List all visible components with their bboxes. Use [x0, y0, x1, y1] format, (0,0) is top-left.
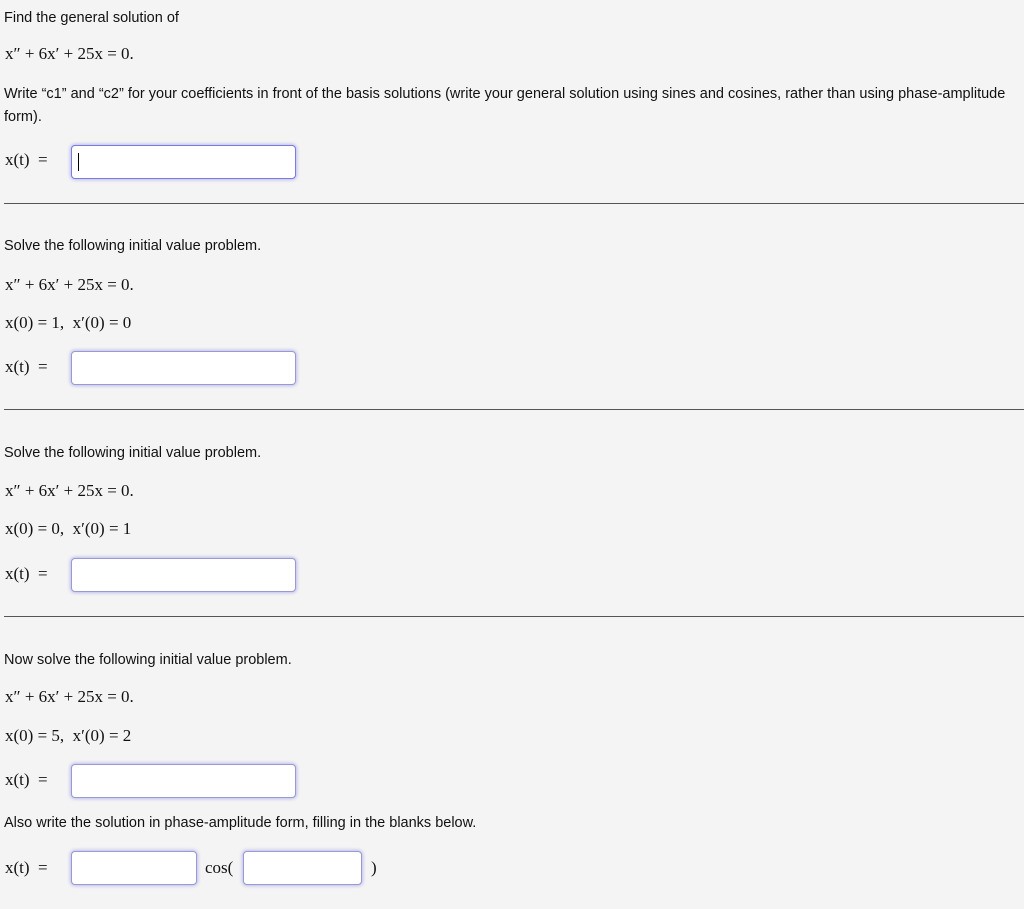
problem1-answer-label: x(t) = [5, 150, 48, 169]
problem2-answer-input[interactable] [71, 351, 296, 385]
problem1-instructions: Write “c1” and “c2” for your coefficients in front of the basis solutions (write your general solution using sines and cosines, rather than using phase-amplitude form). [4, 86, 1006, 125]
problem1-equation: x″ + 6x′ + 25x = 0. [5, 44, 134, 63]
problem4-answer-input[interactable] [71, 764, 296, 798]
problem4-initial-conditions: x(0) = 5, x′(0) = 2 [5, 726, 132, 745]
problem1-answer-input[interactable] [71, 145, 296, 179]
problem3-answer-label: x(t) = [5, 564, 48, 583]
problem2-intro: Solve the following initial value problem. [4, 238, 262, 254]
phase-input[interactable] [243, 851, 362, 885]
section-divider [4, 203, 1024, 204]
amplitude-input[interactable] [71, 851, 197, 885]
problem4-equation: x″ + 6x′ + 25x = 0. [5, 687, 134, 706]
problem2-initial-conditions: x(0) = 1, x′(0) = 0 [5, 313, 132, 332]
cos-close-label: ) [371, 858, 377, 877]
text-cursor [78, 153, 79, 171]
problem1-intro: Find the general solution of [4, 10, 179, 26]
problem3-initial-conditions: x(0) = 0, x′(0) = 1 [5, 519, 132, 538]
problem3-equation: x″ + 6x′ + 25x = 0. [5, 481, 134, 500]
problem3-answer-input[interactable] [71, 558, 296, 592]
problem3-intro: Solve the following initial value problem. [4, 445, 262, 461]
problem2-equation: x″ + 6x′ + 25x = 0. [5, 275, 134, 294]
phase-amplitude-label: x(t) = [5, 858, 48, 877]
section-divider [4, 616, 1024, 617]
problem2-answer-label: x(t) = [5, 357, 48, 376]
problem4-intro: Now solve the following initial value problem. [4, 652, 292, 668]
section-divider [4, 409, 1024, 410]
phase-amplitude-intro: Also write the solution in phase-amplitude form, filling in the blanks below. [4, 815, 477, 831]
problem4-answer-label: x(t) = [5, 770, 48, 789]
cos-open-label: cos( [205, 858, 234, 877]
